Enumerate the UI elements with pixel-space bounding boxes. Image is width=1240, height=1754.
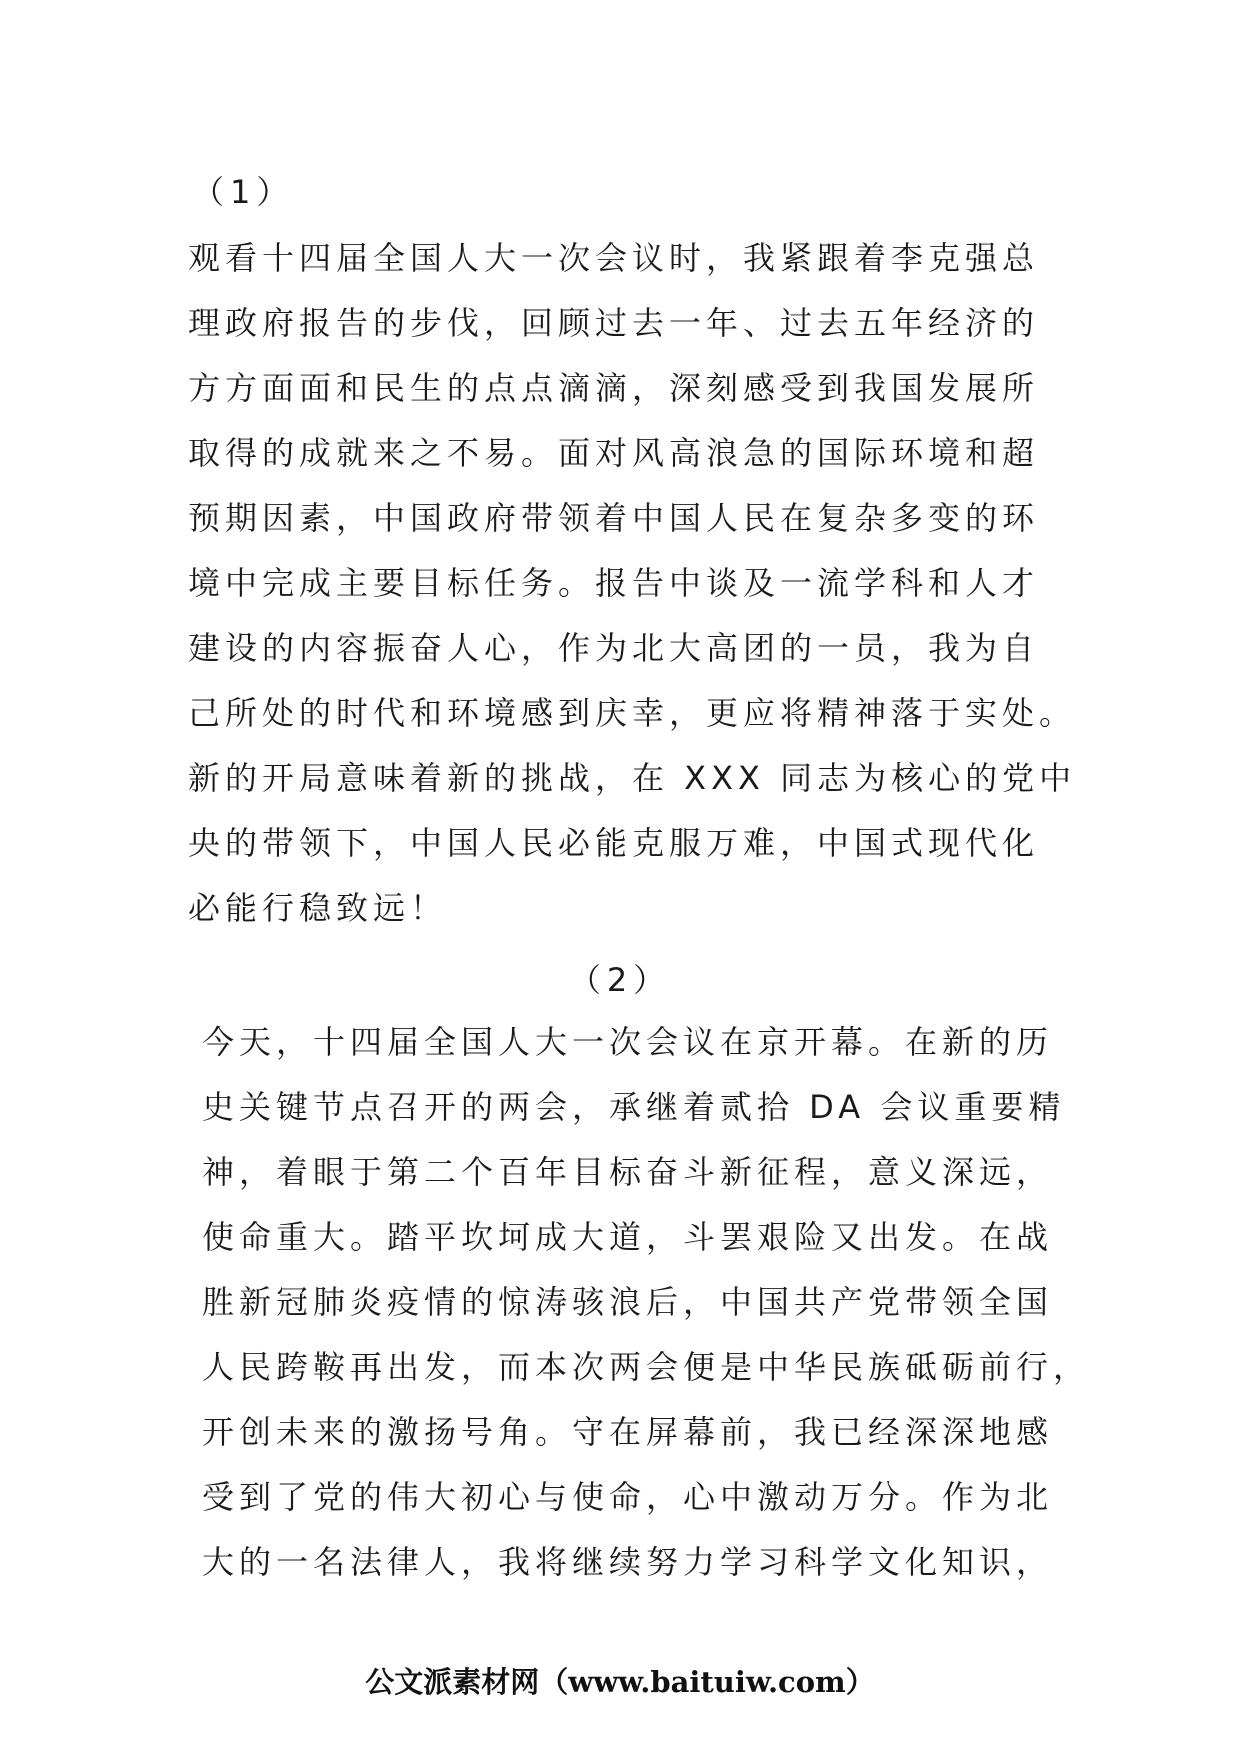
paragraph-line: 大的一名法律人，我将继续努力学习科学文化知识，	[202, 1543, 1054, 1581]
paragraph-line: 理政府报告的步伐，回顾过去一年、过去五年经济的	[188, 304, 1040, 342]
paragraph-line: 开创未来的激扬号角。守在屏幕前，我已经深深地感	[202, 1413, 1054, 1451]
paragraph-line: 方方面面和民生的点点滴滴，深刻感受到我国发展所	[188, 369, 1040, 407]
paragraph-line: 新的开局意味着新的挑战，在 XXX 同志为核心的党中	[188, 759, 1077, 797]
paragraph-line: 预期因素，中国政府带领着中国人民在复杂多变的环	[188, 499, 1040, 537]
paragraph-line: 史关键节点召开的两会，承继着贰拾 DA 会议重要精	[202, 1088, 1066, 1126]
section-1-number: （1）	[192, 173, 295, 211]
paragraph-line: 境中完成主要目标任务。报告中谈及一流学科和人才	[188, 564, 1040, 602]
paragraph-line: 神，着眼于第二个百年目标奋斗新征程，意义深远，	[202, 1153, 1054, 1191]
section-2-paragraph	[202, 1022, 1202, 1607]
section-2-number: （2）	[568, 961, 672, 999]
paragraph-line: 央的带领下，中国人民必能克服万难，中国式现代化	[188, 824, 1040, 862]
paragraph-line: 必能行稳致远！	[188, 889, 448, 927]
paragraph-line: 取得的成就来之不易。面对风高浪急的国际环境和超	[188, 434, 1040, 472]
paragraph-line: 建设的内容振奋人心，作为北大高团的一员，我为自	[188, 629, 1040, 667]
paragraph-line: 观看十四届全国人大一次会议时，我紧跟着李克强总	[188, 239, 1040, 277]
paragraph-line: 使命重大。踏平坎坷成大道，斗罢艰险又出发。在战	[202, 1218, 1054, 1256]
paragraph-line: 今天，十四届全国人大一次会议在京开幕。在新的历	[202, 1023, 1054, 1061]
paragraph-line: 胜新冠肺炎疫情的惊涛骇浪后，中国共产党带领全国	[202, 1283, 1054, 1321]
page-footer: 公文派素材网（www.baituiw.com）	[365, 1665, 875, 1699]
paragraph-line: 人民跨鞍再出发，而本次两会便是中华民族砥砺前行，	[202, 1348, 1091, 1386]
section-1-paragraph	[188, 238, 1198, 953]
paragraph-line: 受到了党的伟大初心与使命，心中激动万分。作为北	[202, 1478, 1054, 1516]
paragraph-line: 己所处的时代和环境感到庆幸，更应将精神落于实处。	[188, 694, 1077, 732]
